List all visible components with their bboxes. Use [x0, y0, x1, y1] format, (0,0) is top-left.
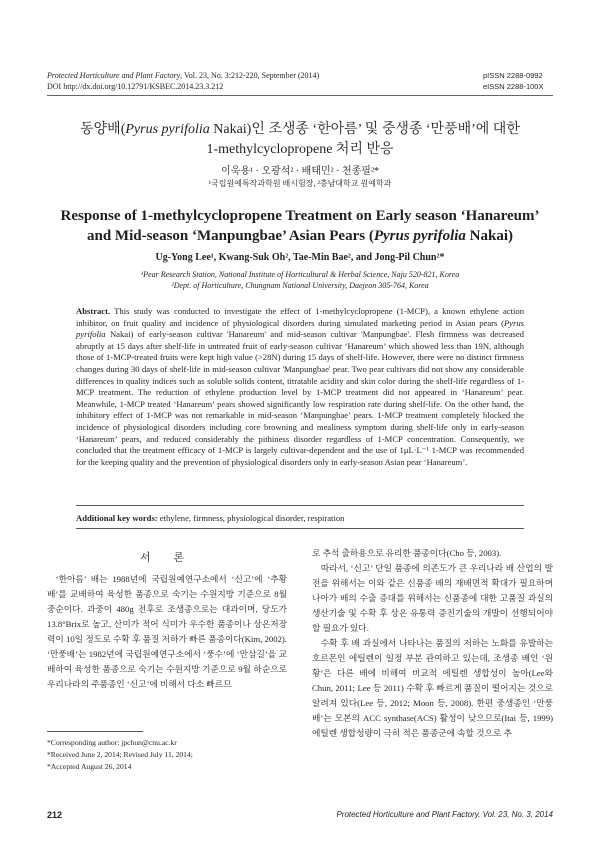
english-authors: Ug-Yong Lee¹, Kwang-Suk Oh², Tae-Min Bae², and Jong-Pil Chun²*	[155, 252, 445, 263]
page-number: 212	[47, 810, 63, 820]
body-paragraph: ‘한아름’ 배는 1988년에 국립원예연구소에서 ‘신고’에 ‘추황배’를 교배하여 육성한 품종으로 숙기는 수원지방 기준으로 8월 중순이다. 과중이 480g 전후로 조생종으로는 대과이며, 당도가 13.8°Brix로 높고, 산미가 적어 식미가 우수한 품종이나 상온저장력이 10일 정도로 수확 후 품질 저하가 빠른 품종이다(Kim, 2002). ‘만풍배’는 1982년에 국립원예연구소에서 ‘풍수’에 ‘만삼길’을 교배하여 육성한 품종으로 숙기는 수원지방 기준으로 9월 하순으로 우리나라의 주품종인 ‘신고’에 비해서 다소 빠르므	[47, 574, 287, 689]
eissn: eISSN 2288-100X	[483, 82, 544, 91]
issn-block	[483, 70, 553, 92]
korean-authors: 이욱용¹ · 오광석² · 배태민² · 천종필²*	[221, 166, 379, 177]
korean-title-part1: 동양배(	[80, 122, 126, 137]
keywords-top-rule	[76, 505, 524, 506]
header-citation-block	[47, 70, 427, 92]
abstract-text-1: This study was conducted to investigate the effect of 1-methylcyclopropene (1-MCP), a known ethylene action inhibitor, on fruit quality and incidence of physiological disorders during simulated marketing period in Asian pears (	[76, 306, 524, 328]
received-date: *Received June 2, 2014; Revised July 11, 2014;	[47, 750, 193, 759]
footnotes	[47, 737, 287, 773]
abstract-label: Abstract.	[76, 306, 111, 316]
footer-journal-ref: Protected Horticulture and Plant Factory, Vol. 23, No. 3, 2014	[336, 810, 553, 819]
keywords-bottom-rule	[76, 528, 524, 529]
body-column-right	[312, 546, 553, 741]
korean-affiliation: ¹국립원예특작과학원 배시험장, ²충남대학교 원예학과	[208, 179, 392, 188]
english-title-line2-part1: and Mid-season ‘Manpungbae’ Asian Pears (	[86, 228, 374, 244]
abstract-species: Pyrus pyrifolia	[76, 317, 524, 340]
corresponding-author: *Corresponding author: jpchun@cnu.ac.kr	[47, 738, 177, 747]
journal-citation: , Vol. 23, No. 3:212-220, September (2014)	[180, 71, 320, 80]
keywords-label: Additional key words:	[76, 513, 158, 523]
english-affiliations	[40, 269, 560, 291]
body-paragraph: 따라서, ‘신고’ 단일 품종에 의존도가 큰 우리나라 배 산업의 발전을 위해서는 이와 같은 신품종 배의 재배면적 확대가 필요하며 나아가 배의 수출 증대를 위해서는 신품종에 대한 고품질 과실의 생산기술 및 수확 후 상온 유통력 증진기술의 개발이 선행되어야 할 필요가 있다.	[312, 563, 553, 633]
accepted-date: *Accepted August 26, 2014	[47, 762, 132, 771]
korean-title	[40, 120, 560, 160]
korean-title-species: Pyrus pyrifolia	[125, 122, 210, 137]
abstract	[76, 306, 524, 468]
affiliation-1: ¹Pear Research Station, National Institute of Horticultural & Herbal Science, Naju 520-821, Korea	[140, 270, 460, 279]
english-title-line1: Response of 1-methylcyclopropene Treatment on Early season ‘Hanareum’	[60, 208, 540, 224]
section-heading-introduction: 서 론	[139, 552, 194, 564]
english-title-species: Pyrus pyrifolia	[373, 228, 466, 244]
body-paragraph: 수확 후 배 과실에서 나타나는 품질의 저하는 노화를 유발하는 호르몬인 에틸렌이 일정 부분 관여하고 있는데, 조생종 배인 ‘원황’은 다른 배에 비해여 비교적 에틸렌 생합성이 높아(Lee와 Chun, 2011; Lee 등 2011) 수확 후 빠르게 품질이 떨어지는 것으로 알려져 있다(Lee 등, 2012; Moon 등, 2008). 한편 중생종인 ‘만풍배’는 모본의 ACC synthase(ACS) 활성이 낮으므로(Itai 등, 1999) 에틸렌 생합성량이 극히 적은 품종군에 속할 것으로 추	[312, 638, 553, 738]
header-rule	[47, 95, 553, 96]
pissn: pISSN 2288-0992	[483, 71, 543, 80]
korean-title-part2: Nakai)인 조생종 ‘한아름’ 및 중생종 ‘만풍배’에 대한	[209, 122, 520, 137]
abstract-text-2: Nakai) of early-season cultivar 'Hanareum' and mid-season cultivar 'Manpungbae'. Flesh firmness was decreased abruptly at 15 days after shelf-life in untreated fruit of early-season cultivar ‘Hanareum’ which showed less than 19N, although those of 1-MCP-treated fruits were kept high value (>28N) during 15 days of shelf-life. However, there were no distinct firmness changes during 30 days of shelf-life in mid-season cultivar 'Manpungbae' pear. Two pear cultivars did not show any considerable differences in quality indices such as soluble solids content, titratable acidity and skin color during the shelf-life regardless of 1-MCP treatment. The reduction of ethylene production level by 1-MCP treatment did not appeared in ‘Hanareum’ pear. Meanwhile, 1-MCP treated ‘Hanareum’ pears showed significantly low respiration rate during shelf-life. On the other hand, the inhibitory effect of 1-MCP was not remarkable in mid-season ‘Manpungbae’ pears. 1-MCP treatment completely blocked the incidence of physiological disorders including core browning and mealiness symptom during shelf-life only in early-season ‘Hanareum’ pears, and reduced considerably the pithiness disorder regardless of 1-MCP concentration. Consequently, we concluded that the treatment efficacy of 1-MCP is largely cultivar-dependent and the use of 1μL·L⁻¹ 1-MCP was recommended for the keeping quality and the prevention of physiological disorders only in early-season Asian pear ‘Hanareum’.	[76, 329, 524, 467]
body-paragraph-continued: 로 추석 출하용으로 유리한 품종이다(Cho 등, 2003).	[312, 548, 502, 558]
keywords	[76, 513, 524, 523]
korean-title-line2: 1-methylcyclopropene 처리 반응	[206, 142, 394, 157]
english-title	[40, 206, 560, 246]
affiliation-2: ²Dept. of Horticulture, Chungnam National University, Daejeon 305-764, Korea	[171, 281, 429, 290]
doi-link[interactable]: DOI http://dx.doi.org/10.12791/KSBEC.2014.23.3.212	[47, 82, 224, 91]
journal-name: Protected Horticulture and Plant Factory	[47, 71, 181, 80]
footnote-rule	[47, 731, 143, 732]
english-title-line2-part2: Nakai)	[465, 228, 514, 244]
keywords-text: ethylene, firmness, physiological disorder, respiration	[157, 513, 345, 523]
body-column-left	[47, 572, 287, 692]
